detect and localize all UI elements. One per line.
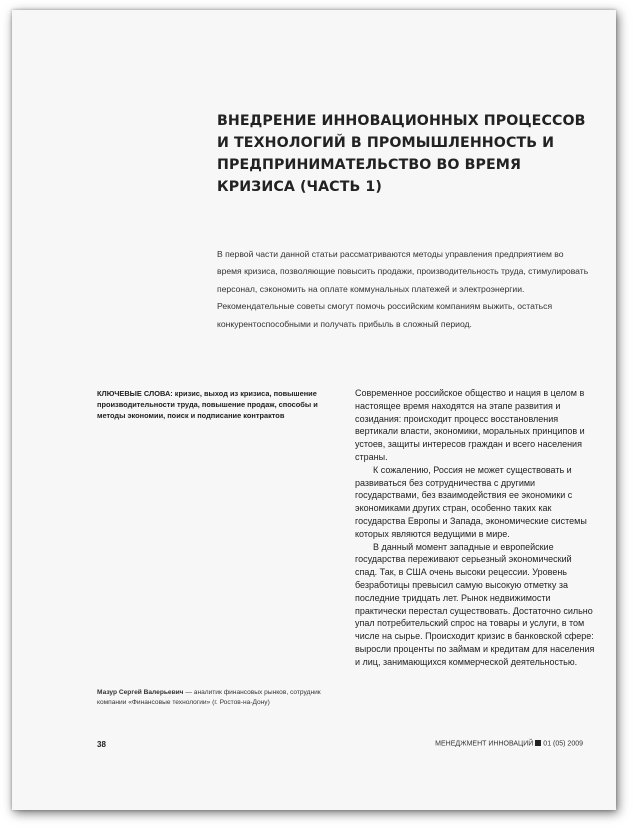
document-page <box>12 10 616 810</box>
author-description: — аналитик финансовых рынков, сотрудник компании «Финансовые технологии» (г. Ростов-на-Дону) <box>97 689 321 706</box>
article-title: ВНЕДРЕНИЕ ИННОВАЦИОННЫХ ПРОЦЕССОВ И ТЕХНОЛОГИЙ В ПРОМЫШЛЕННОСТЬ И ПРЕДПРИНИМАТЕЛЬСТВО ВО ВРЕМЯ КРИЗИСА (ЧАСТЬ 1) <box>217 113 586 195</box>
body-paragraph: К сожалению, Россия не может существовать и развиваться без сотрудничества с другими государствами, без взаимодействия ее экономики с экономиками других стран, особенно таких как государства Европы и Запада, экономические системы которых являются ведущими в мире. <box>355 464 587 539</box>
keywords-block: КЛЮЧЕВЫЕ СЛОВА: кризис, выход из кризиса, повышение производительности труда, повышение продаж, способы и методы экономии, поиск и подписание контрактов <box>97 389 318 420</box>
journal-issue: 01 (05) 2009 <box>543 740 583 748</box>
article-abstract: В первой части данной статьи рассматриваются методы управления предприятием во время кризиса, позволяющие повысить продажи, производительность труда, стимулировать персонал, сэкономить на оплате коммунальных платежей и электроэнергии. Рекомендательные советы смогут помочь российским компаниям выжить, остаться конкурентоспособными и получать прибыль в сложный период. <box>217 249 589 329</box>
article-body <box>355 387 595 669</box>
journal-footer <box>435 740 583 748</box>
body-paragraph: Современное российское общество и нация в целом в настоящее время находятся на этапе развития и созидания: происходит процесс восстановления вертикали власти, экономики, моральных принципов и устоев, защиты интересов граждан и всего населения страны. <box>355 388 585 462</box>
body-paragraph: В данный момент западные и европейские государства переживают серьезный экономический спад. Так, в США очень высоки рецессии. Уровень безработицы превысил самую высокую отметку за последние тридцать лет. Рынок недвижимости практически перестал существовать. Достаточно сильно упал потребительский спрос на товары и услуги, в том числе на сырье. Происходит кризис в банковской сфере: выросли проценты по займам и кредитам для населения и лиц, занимающихся коммерческой деятельностью. <box>355 541 595 667</box>
author-name: Мазур Сергей Валерьевич <box>97 689 184 696</box>
journal-name: МЕНЕДЖМЕНТ ИННОВАЦИЙ <box>435 740 534 748</box>
page-number: 38 <box>97 740 106 749</box>
author-info <box>97 688 342 708</box>
square-separator-icon <box>535 740 541 746</box>
